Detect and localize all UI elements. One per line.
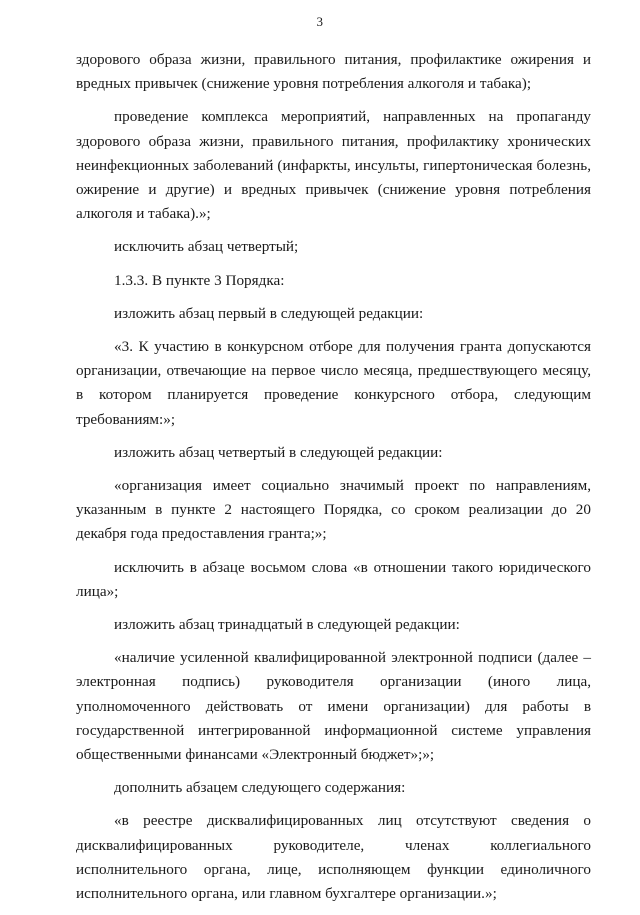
page-number: 3 [316,14,324,29]
paragraph-exclude-fourth: исключить абзац четвертый; [114,238,299,256]
paragraph-electronic-signature: «наличие усиленной квалифицированной электронной подписи (далее – электронная подпись) руководителя организации (иного лица, уполномоченного действовать от имени организации) для работы в государственной интегрированной информационной системе управления общественными финансами «Электронный бюджет»;»; [76,649,591,764]
paragraph-amend-fourth: изложить абзац четвертый в следующей редакции: [114,443,443,461]
paragraph-amend-thirteenth: изложить абзац тринадцатый в следующей редакции: [114,616,460,634]
paragraph-amend-first: изложить абзац первый в следующей редакции: [114,304,424,322]
paragraph-exclude-words: исключить в абзаце восьмом слова «в отношении такого юридического лица»; [76,558,591,600]
paragraph-eligibility: «3. К участию в конкурсном отборе для получения гранта допускаются организации, отвечающие на первое число месяца, предшествующего месяцу, в котором планируется проведение конкурсного отбора, следующим требованиям:»; [76,338,591,428]
paragraph-disqualified-registry: «в реестре дисквалифицированных лиц отсутствуют сведения о дисквалифицированных руководителе, членах коллегиального исполнительного органа, лице, исполняющем функции единоличного исполнительного органа, или главном бухгалтере организации.»; [76,812,591,903]
document-body [76,48,591,915]
paragraph-continuation: здорового образа жизни, правильного питания, профилактике ожирения и вредных привычек (снижение уровня потребления алкоголя и табака); [76,51,591,93]
paragraph-propaganda-measures: проведение комплекса мероприятий, направленных на пропаганду здорового образа жизни, правильного питания, профилактику хронических неинфекционных заболеваний (инфаркты, инсульты, гипертоническая болезнь, ожирение и другие) и вредных привычек (снижение уровня потребления алкоголя и табака).»; [76,108,591,223]
paragraph-add-new: дополнить абзацем следующего содержания: [114,779,406,797]
paragraph-section-heading: 1.3.3. В пункте 3 Порядка: [114,271,285,289]
paragraph-project-requirement: «организация имеет социально значимый проект по направлениям, указанным в пункте 2 настоящего Порядка, со сроком реализации до 20 декабря года предоставления гранта;»; [76,477,591,543]
